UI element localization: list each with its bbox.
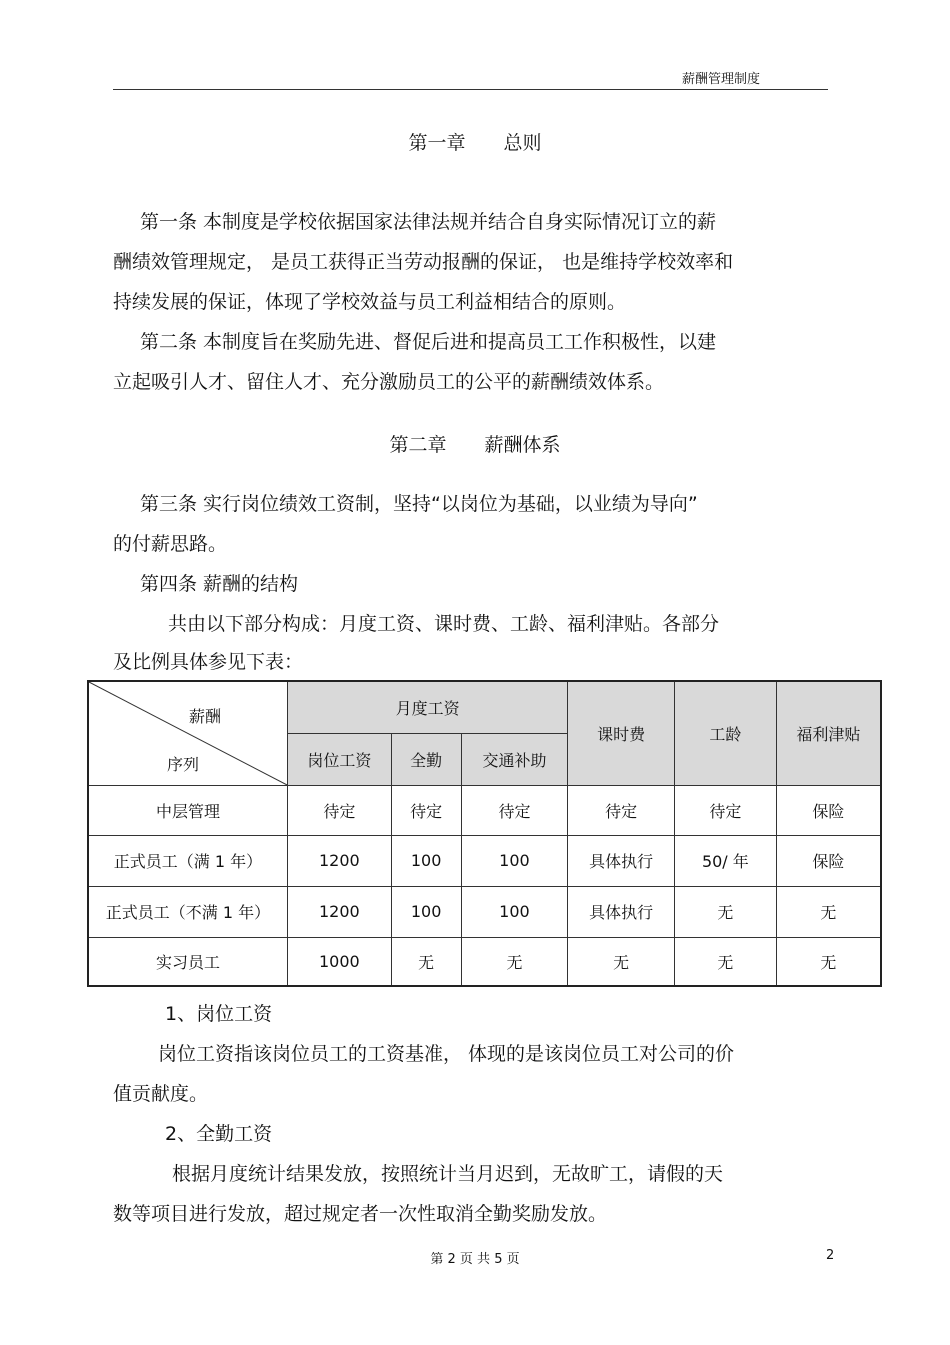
welfare-allowance-header: 福利津贴 xyxy=(776,681,881,785)
lesson-fee-header: 课时费 xyxy=(568,681,675,785)
monthly-wage-header: 月度工资 xyxy=(287,681,567,733)
table-cell: 具体执行 xyxy=(568,886,675,937)
article-3-line-1: 第三条 实行岗位绩效工资制，坚持“以岗位为基础，以业绩为导向” xyxy=(140,493,698,515)
article-1-line-2: 酬绩效管理规定， 是员工获得正当劳动报酬的保证， 也是维持学校效率和 xyxy=(113,251,734,273)
table-cell: 无 xyxy=(675,937,777,986)
table-cell: 待定 xyxy=(287,785,391,835)
table-cell: 具体执行 xyxy=(568,835,675,886)
transport-allowance-header: 交通补助 xyxy=(461,733,568,785)
table-cell: 100 xyxy=(461,886,568,937)
table-cell: 待定 xyxy=(568,785,675,835)
table-cell: 无 xyxy=(568,937,675,986)
table-cell: 正式员工（不满 1 年） xyxy=(88,886,287,937)
footer-page-count: 第 2 页 共 5 页 xyxy=(430,1252,520,1267)
table-row xyxy=(88,886,881,937)
table-cell: 实习员工 xyxy=(88,937,287,986)
table-cell: 无 xyxy=(675,886,777,937)
chapter-2-name: 薪酬体系 xyxy=(484,434,561,456)
table-cell: 保险 xyxy=(776,785,881,835)
table-cell: 无 xyxy=(461,937,568,986)
article-4-line-2: 及比例具体参见下表： xyxy=(113,651,304,673)
salary-structure-table xyxy=(87,680,882,987)
chapter-2-number: 第二章 xyxy=(389,434,447,456)
section-1-line-1: 岗位工资指该岗位员工的工资基准， 体现的是该岗位员工对公司的价 xyxy=(158,1043,735,1065)
table-cell: 待定 xyxy=(391,785,461,835)
chapter-1-name: 总则 xyxy=(503,132,542,154)
table-cell: 正式员工（满 1 年） xyxy=(88,835,287,886)
corner-label-sequence: 序列 xyxy=(167,755,200,774)
article-2-line-1: 第二条 本制度旨在奖励先进、督促后进和提高员工工作积极性，以建 xyxy=(140,331,717,353)
table-cell: 无 xyxy=(776,937,881,986)
table-cell: 保险 xyxy=(776,835,881,886)
section-1-title: 1、岗位工资 xyxy=(165,1003,273,1025)
article-3-line-2: 的付薪思路。 xyxy=(113,533,228,555)
section-2-line-1: 根据月度统计结果发放，按照统计当月迟到，无故旷工，请假的天 xyxy=(172,1163,724,1185)
header-rule xyxy=(113,89,828,90)
header-title: 薪酬管理制度 xyxy=(681,72,760,87)
corner-label-salary: 薪酬 xyxy=(189,707,222,726)
table-cell: 待定 xyxy=(675,785,777,835)
table-cell: 1200 xyxy=(287,835,391,886)
section-2-title: 2、全勤工资 xyxy=(165,1123,273,1145)
article-4-line-1: 共由以下部分构成：月度工资、课时费、工龄、福利津贴。各部分 xyxy=(168,613,720,635)
table-cell: 100 xyxy=(391,835,461,886)
table-cell: 1000 xyxy=(287,937,391,986)
article-1-line-1: 第一条 本制度是学校依据国家法律法规并结合自身实际情况订立的薪 xyxy=(140,211,717,233)
seniority-header: 工龄 xyxy=(675,681,777,785)
table-row xyxy=(88,785,881,835)
article-4-title: 第四条 薪酬的结构 xyxy=(140,573,299,595)
chapter-1-number: 第一章 xyxy=(408,132,466,154)
table-corner-cell xyxy=(88,681,287,785)
table-cell: 无 xyxy=(391,937,461,986)
footer-page-number: 2 xyxy=(826,1248,835,1263)
table-cell: 无 xyxy=(776,886,881,937)
article-1-line-3: 持续发展的保证，体现了学校效益与员工利益相结合的原则。 xyxy=(113,291,627,313)
table-cell: 50/ 年 xyxy=(675,835,777,886)
table-cell: 100 xyxy=(391,886,461,937)
section-2-line-2: 数等项目进行发放，超过规定者一次性取消全勤奖励发放。 xyxy=(113,1203,608,1225)
table-row xyxy=(88,937,881,986)
table-cell: 100 xyxy=(461,835,568,886)
table-cell: 1200 xyxy=(287,886,391,937)
table-cell: 待定 xyxy=(461,785,568,835)
article-2-line-2: 立起吸引人才、留住人才、充分激励员工的公平的薪酬绩效体系。 xyxy=(113,371,665,393)
section-1-line-2: 值贡献度。 xyxy=(113,1083,209,1105)
post-wage-header: 岗位工资 xyxy=(287,733,391,785)
chapter-1-title xyxy=(0,128,950,155)
table-cell: 中层管理 xyxy=(88,785,287,835)
attendance-header: 全勤 xyxy=(391,733,461,785)
chapter-2-title xyxy=(0,430,950,457)
table-row xyxy=(88,835,881,886)
